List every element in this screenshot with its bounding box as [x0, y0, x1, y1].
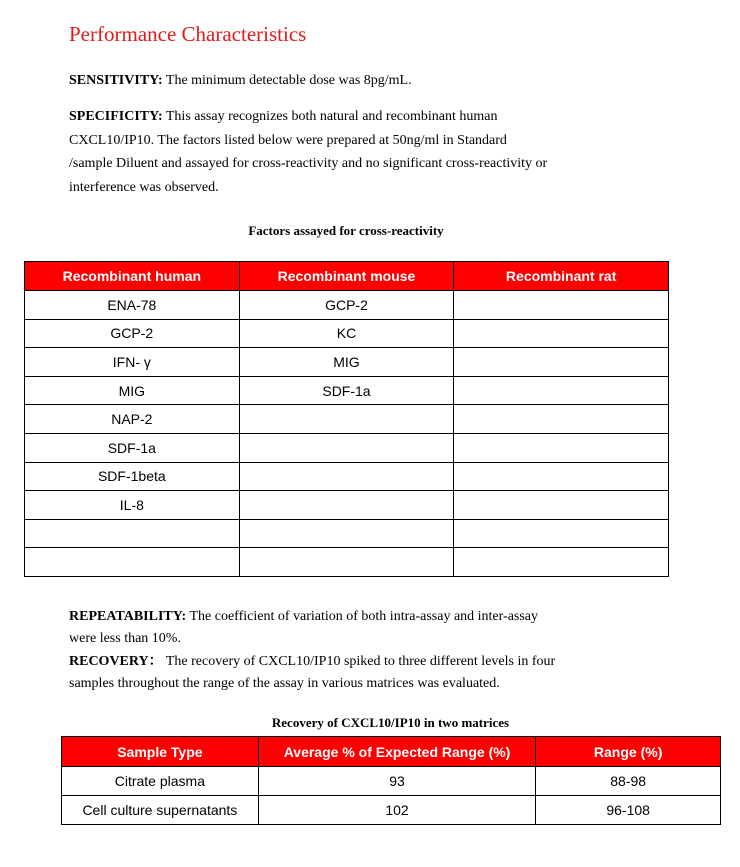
sensitivity-paragraph — [69, 69, 412, 93]
header-recombinant-rat: Recombinant rat — [454, 262, 669, 291]
table-cell: Citrate plasma — [62, 767, 259, 796]
repeatability-line-2: were less than 10%. — [69, 631, 181, 646]
table-cell: ENA-78 — [25, 291, 240, 320]
repeatability-line-1: The coefficient of variation of both intra-assay and inter-assay — [186, 609, 539, 624]
table-row — [25, 291, 669, 320]
table-row — [25, 491, 669, 520]
recovery-line-2: samples throughout the range of the assay in various matrices was evaluated. — [69, 676, 500, 691]
table-cell: MIG — [239, 348, 454, 377]
table-cell: Cell culture supernatants — [62, 796, 259, 825]
specificity-paragraph — [69, 105, 649, 199]
table-cell — [454, 348, 669, 377]
cross-reactivity-table — [24, 261, 669, 577]
table-cell — [454, 491, 669, 520]
table-cell — [239, 433, 454, 462]
header-range: Range (%) — [536, 737, 721, 767]
table-row — [25, 462, 669, 491]
table-row — [25, 376, 669, 405]
table-cell: 88-98 — [536, 767, 721, 796]
specificity-label: SPECIFICITY: — [69, 109, 163, 124]
table-cell: MIG — [25, 376, 240, 405]
recovery-table-caption: Recovery of CXCL10/IP10 in two matrices — [271, 715, 510, 730]
cross-reactivity-caption: Factors assayed for cross-reactivity — [248, 223, 444, 238]
table-cell: IFN- γ — [25, 348, 240, 377]
table-row — [62, 767, 721, 796]
table-cell: IL-8 — [25, 491, 240, 520]
sensitivity-label: SENSITIVITY: — [69, 73, 163, 88]
specificity-line-4: interference was observed. — [69, 179, 219, 195]
page-title: Performance Characteristics — [69, 22, 307, 46]
table-cell — [454, 519, 669, 548]
table-cell — [454, 548, 669, 577]
table-row — [25, 348, 669, 377]
specificity-line-3: /sample Diluent and assayed for cross-reactivity and no significant cross-reactivity or — [69, 156, 548, 171]
table-cell: 102 — [258, 796, 536, 825]
repeatability-label: REPEATABILITY: — [69, 609, 187, 624]
table-row — [25, 405, 669, 434]
table-cell: SDF-1beta — [25, 462, 240, 491]
table-cell — [454, 376, 669, 405]
table-cell: SDF-1a — [239, 376, 454, 405]
recovery-paragraph — [69, 651, 629, 695]
specificity-line-2: CXCL10/IP10. The factors listed below were prepared at 50ng/ml in Standard — [69, 132, 507, 148]
table-cell: GCP-2 — [239, 291, 454, 320]
table-cell: NAP-2 — [25, 405, 240, 434]
table-row — [62, 796, 721, 825]
table-cell: GCP-2 — [25, 319, 240, 348]
table-cell — [25, 519, 240, 548]
table-cell — [239, 548, 454, 577]
recovery-line-1: The recovery of CXCL10/IP10 spiked to three different levels in four — [162, 654, 556, 669]
header-recombinant-human: Recombinant human — [25, 262, 240, 291]
repeatability-paragraph — [69, 606, 629, 650]
table-header-row — [25, 262, 669, 291]
table-cell — [454, 405, 669, 434]
table-row — [25, 319, 669, 348]
table-cell: KC — [239, 319, 454, 348]
recovery-table — [61, 736, 721, 825]
table-cell — [239, 519, 454, 548]
table-cell — [454, 462, 669, 491]
table-cell — [239, 405, 454, 434]
sensitivity-text: The minimum detectable dose was 8pg/mL. — [162, 73, 412, 88]
specificity-line-1: This assay recognizes both natural and recombinant human — [162, 109, 498, 124]
table-cell — [239, 462, 454, 491]
header-sample-type: Sample Type — [62, 737, 259, 767]
table-cell: SDF-1a — [25, 433, 240, 462]
table-row — [25, 548, 669, 577]
table-cell: 96-108 — [536, 796, 721, 825]
table-cell — [454, 319, 669, 348]
table-row — [25, 519, 669, 548]
table-row — [25, 433, 669, 462]
table-cell — [454, 433, 669, 462]
table-cell — [239, 491, 454, 520]
header-recombinant-mouse: Recombinant mouse — [239, 262, 454, 291]
table-cell: 93 — [258, 767, 536, 796]
table-cell — [454, 291, 669, 320]
recovery-label: RECOVERY： — [69, 654, 163, 669]
header-average-expected: Average % of Expected Range (%) — [258, 737, 536, 767]
table-cell — [25, 548, 240, 577]
table-header-row — [62, 737, 721, 767]
